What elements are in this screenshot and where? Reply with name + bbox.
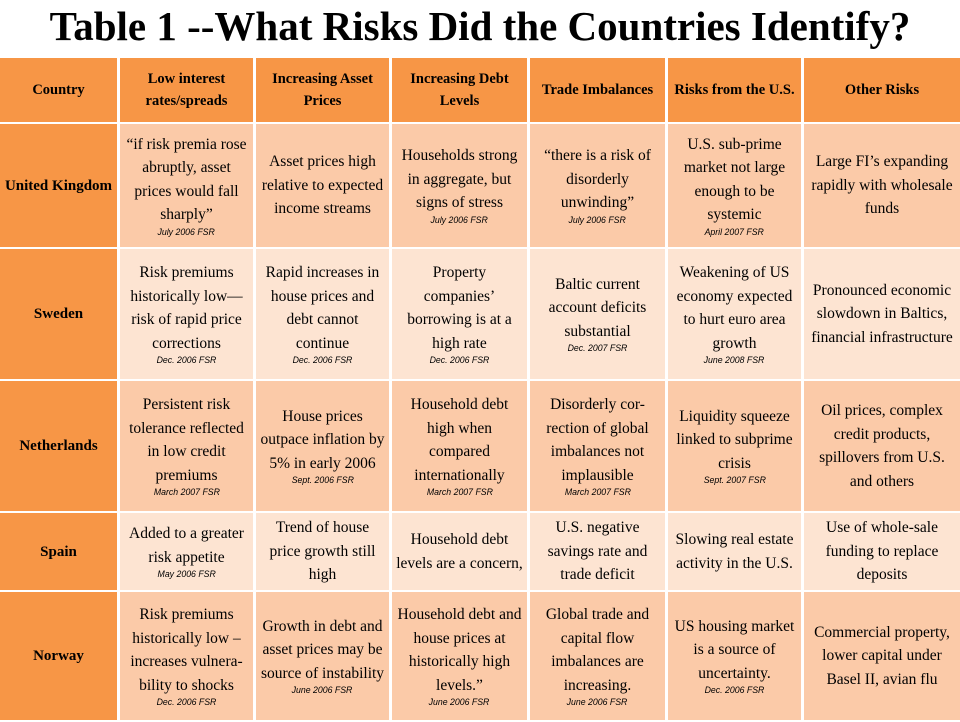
column-header: [256, 58, 392, 124]
cell-text: Household debt and house prices at historically high levels.”: [397, 606, 522, 694]
column-header-label: Low interest rates/spreads: [145, 71, 228, 109]
table-cell: [668, 513, 804, 592]
table-cell: [256, 249, 392, 381]
cell-text: Persistent risk tolerance reflected in low credit premiums: [129, 396, 244, 484]
cell-source: July 2006 FSR: [430, 214, 489, 226]
cell-text: Growth in debt and asset prices may be source of instability: [260, 617, 385, 682]
cell-text: US housing market is a source of uncertainty.: [674, 617, 795, 682]
column-header: [668, 58, 804, 124]
table-cell: [530, 124, 668, 249]
row-header-country: [0, 381, 120, 513]
table-cell: [392, 249, 530, 381]
country-label: Norway: [33, 648, 84, 664]
cell-source: Dec. 2006 FSR: [292, 355, 353, 366]
cell-source: June 2008 FSR: [704, 355, 765, 366]
column-header-label: Other Risks: [844, 82, 920, 98]
cell-text: Large FI’s expanding rapidly with wholesale funds: [811, 153, 953, 218]
cell-source: Sept. 2007 FSR: [703, 475, 766, 487]
cell-text: Use of whole-sale funding to replace deposits: [825, 519, 939, 584]
column-header: [530, 58, 668, 124]
cell-text: Liquidity squeeze linked to subprime crisis: [676, 407, 793, 472]
table-cell: [120, 381, 256, 513]
cell-text: Risk premiums historically low – increases vulnera-bility to shocks: [130, 606, 243, 694]
cell-text: Risk premiums historically low—risk of rapid price corrections: [130, 264, 243, 352]
risks-table: [0, 58, 960, 720]
table-cell: [256, 124, 392, 249]
cell-source: Dec. 2007 FSR: [567, 343, 628, 355]
cell-text: Rapid increases in house prices and debt cannot continue: [265, 264, 380, 352]
table-cell: [530, 249, 668, 381]
row-header-country: [0, 513, 120, 592]
row-header-country: [0, 124, 120, 249]
table-cell: [530, 513, 668, 592]
cell-source: June 2006 FSR: [292, 685, 353, 697]
cell-text: Household debt high when compared internationally: [410, 396, 509, 484]
column-header-label: Increasing Asset Prices: [272, 71, 373, 109]
cell-source: March 2007 FSR: [426, 487, 493, 498]
cell-source: July 2006 FSR: [157, 226, 216, 238]
cell-source: July 2006 FSR: [568, 214, 627, 226]
cell-text: “if risk premia rose abruptly, asset prices would fall sharply”: [126, 135, 247, 223]
cell-source: Dec. 2006 FSR: [704, 685, 765, 697]
cell-text: Households strong in aggregate, but signs of stress: [401, 147, 518, 212]
table-cell: [392, 124, 530, 249]
table-cell: [804, 592, 960, 722]
table-cell: [804, 381, 960, 513]
table-cell: [530, 381, 668, 513]
cell-source: Dec. 2006 FSR: [156, 355, 217, 366]
cell-source: May 2006 FSR: [157, 569, 216, 580]
cell-source: June 2006 FSR: [567, 697, 628, 708]
table-cell: [392, 381, 530, 513]
table-cell: [256, 513, 392, 592]
cell-text: Property companies’ borrowing is at a high rate: [407, 264, 512, 352]
column-header-label: Trade Imbalances: [541, 82, 654, 98]
cell-source: April 2007 FSR: [704, 226, 765, 238]
cell-text: Slowing real estate activity in the U.S.: [675, 531, 794, 572]
row-header-country: [0, 592, 120, 722]
cell-text: Added to a greater risk appetite: [129, 525, 244, 566]
column-header: [0, 58, 120, 124]
cell-text: Pronounced economic slowdown in Baltics, financial infrastructure: [811, 281, 953, 346]
cell-source: Dec. 2006 FSR: [429, 355, 490, 366]
cell-text: U.S. negative savings rate and trade deficit: [547, 519, 648, 584]
table-cell: [120, 592, 256, 722]
cell-text: “there is a risk of disorderly unwinding”: [544, 147, 651, 212]
column-header-label: Increasing Debt Levels: [410, 71, 509, 109]
cell-source: Sept. 2006 FSR: [291, 475, 354, 487]
cell-text: Oil prices, complex credit products, spillovers from U.S. and others: [819, 402, 945, 490]
cell-source: March 2007 FSR: [153, 487, 220, 498]
table-cell: [392, 592, 530, 722]
table-cell: [668, 381, 804, 513]
country-label: Sweden: [33, 306, 84, 322]
cell-text: Global trade and capital flow imbalances are increasing.: [545, 606, 650, 694]
table-cell: [256, 381, 392, 513]
page-title: Table 1 --What Risks Did the Countries Identify?: [49, 3, 911, 49]
table-cell: [120, 124, 256, 249]
cell-text: Trend of house price growth still high: [269, 519, 376, 584]
table-cell: [804, 513, 960, 592]
table-cell: [804, 249, 960, 381]
cell-text: Household debt levels are a concern,: [396, 531, 523, 572]
cell-source: March 2007 FSR: [564, 487, 631, 498]
table-cell: [120, 513, 256, 592]
cell-text: Weakening of US economy expected to hurt euro area growth: [676, 264, 793, 352]
table-cell: [392, 513, 530, 592]
table-cell: [668, 124, 804, 249]
cell-text: U.S. sub-prime market not large enough to be systemic: [683, 135, 786, 223]
cell-text: Disorderly cor-rection of global imbalances not implausible: [546, 396, 649, 484]
cell-text: Baltic current account deficits substantial: [548, 275, 647, 340]
cell-text: House prices outpace inflation by 5% in early 2006: [260, 407, 385, 472]
cell-source: Dec. 2006 FSR: [156, 697, 217, 708]
cell-source: June 2006 FSR: [429, 697, 490, 708]
cell-text: Commercial property, lower capital under Basel II, avian flu: [814, 623, 950, 688]
column-header: [120, 58, 256, 124]
table-cell: [804, 124, 960, 249]
table-cell: [530, 592, 668, 722]
table-cell: [668, 249, 804, 381]
table-cell: [668, 592, 804, 722]
country-label: Netherlands: [19, 438, 98, 454]
column-header: [804, 58, 960, 124]
column-header-label: Risks from the U.S.: [674, 82, 795, 98]
column-header-label: Country: [32, 82, 85, 98]
column-header: [392, 58, 530, 124]
country-label: United Kingdom: [4, 177, 113, 194]
table-cell: [120, 249, 256, 381]
table-cell: [256, 592, 392, 722]
row-header-country: [0, 249, 120, 381]
cell-text: Asset prices high relative to expected income streams: [261, 153, 384, 218]
country-label: Spain: [40, 543, 77, 560]
